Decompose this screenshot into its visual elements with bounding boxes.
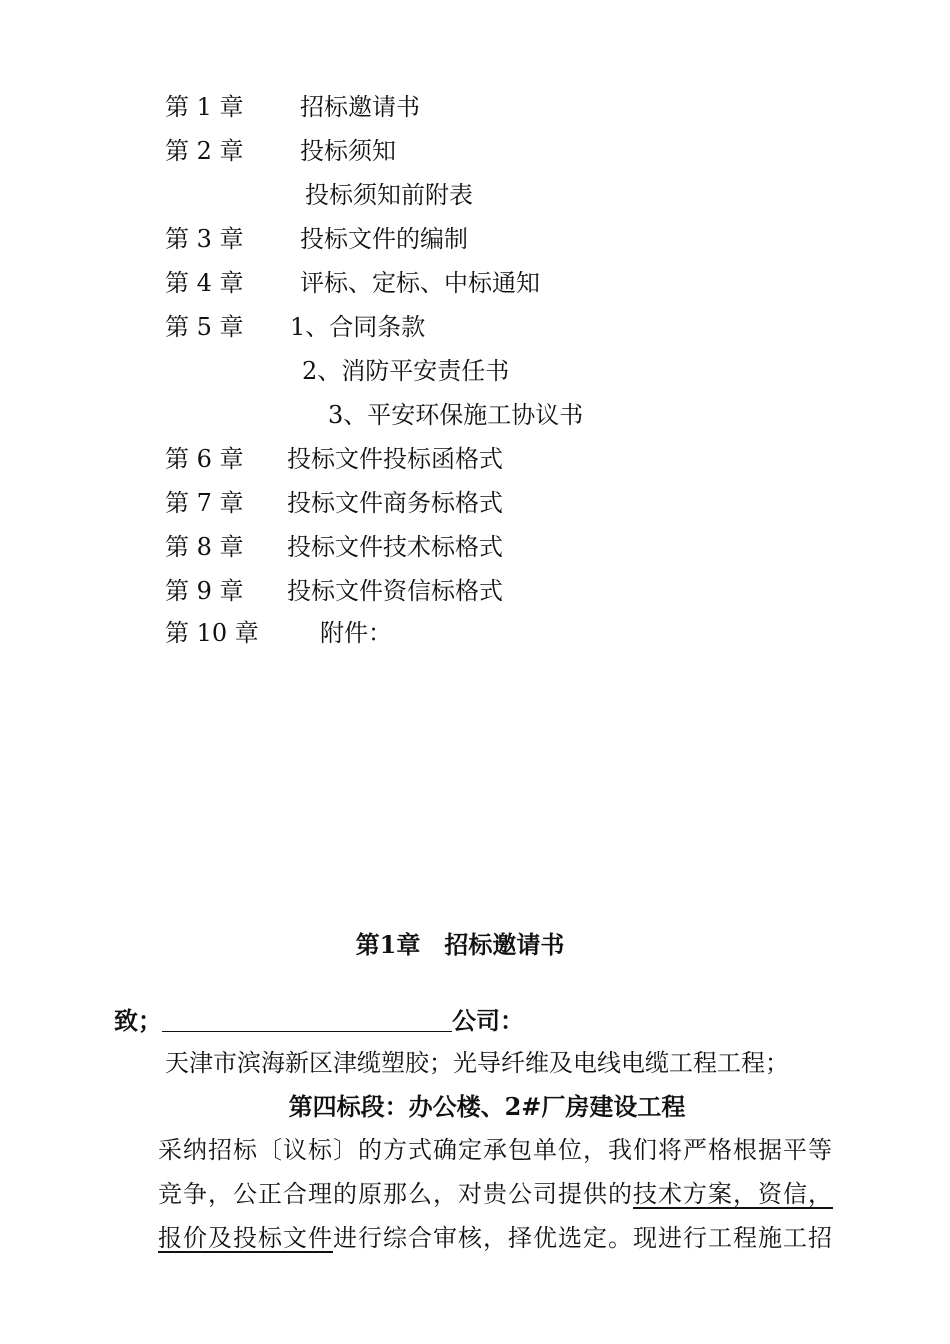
toc-chapter-number: 第 6 章 bbox=[165, 445, 244, 473]
toc-chapter-title: 投标文件投标函格式 bbox=[287, 445, 503, 473]
section-heading: 第1章 招标邀请书 bbox=[355, 930, 565, 959]
toc-chapter-number: 第 5 章 bbox=[165, 313, 244, 341]
toc-sub-title: 3、平安环保施工协议书 bbox=[328, 401, 584, 429]
project-line: 天津市滨海新区津缆塑胶；光导纤维及电线电缆工程工程； bbox=[165, 1049, 789, 1077]
addressee-line bbox=[114, 1006, 524, 1036]
body-paragraph bbox=[158, 1128, 860, 1260]
toc-chapter-title: 招标邀请书 bbox=[300, 93, 420, 121]
toc-chapter-title: 投标须知 bbox=[300, 137, 396, 165]
paragraph-text: 竞争，公正合理的原那么，对贵公司提供的 bbox=[158, 1180, 633, 1208]
toc-chapter-title: 评标、定标、中标通知 bbox=[300, 269, 540, 297]
toc-chapter-title: 投标文件资信标格式 bbox=[287, 577, 503, 605]
toc-chapter-title: 附件： bbox=[320, 619, 392, 647]
toc-chapter-number: 第 7 章 bbox=[165, 489, 244, 517]
toc-chapter-number: 第 2 章 bbox=[165, 137, 244, 165]
toc-sub-title: 2、消防平安责任书 bbox=[302, 357, 510, 385]
toc-chapter-number: 第 10 章 bbox=[165, 619, 259, 647]
subheading: 第四标段：办公楼、2#厂房建设工程 bbox=[288, 1092, 686, 1121]
toc-chapter-title: 投标文件技术标格式 bbox=[287, 533, 503, 561]
paragraph-line bbox=[158, 1216, 860, 1260]
toc-chapter-number: 第 1 章 bbox=[165, 93, 244, 121]
toc-chapter-title: 投标文件商务标格式 bbox=[287, 489, 503, 517]
toc-chapter-number: 第 4 章 bbox=[165, 269, 244, 297]
paragraph-line: 采纳招标〔议标〕的方式确定承包单位，我们将严格根据平等 bbox=[158, 1136, 833, 1164]
to-label: 致； bbox=[114, 1006, 162, 1035]
underlined-text: 报价及投标文件 bbox=[158, 1224, 333, 1252]
paragraph-line bbox=[158, 1172, 860, 1216]
toc-chapter-title: 1、合同条款 bbox=[290, 313, 426, 341]
toc-chapter-number: 第 3 章 bbox=[165, 225, 244, 253]
company-label: 公司： bbox=[452, 1006, 524, 1035]
underlined-text: 技术方案，资信， bbox=[633, 1180, 833, 1208]
toc-chapter-number: 第 8 章 bbox=[165, 533, 244, 561]
toc-sub-title: 投标须知前附表 bbox=[305, 181, 473, 209]
company-name-blank bbox=[162, 1007, 452, 1032]
toc-chapter-title: 投标文件的编制 bbox=[300, 225, 468, 253]
paragraph-text: 进行综合审核，择优选定。现进行工程施工招 bbox=[333, 1224, 833, 1252]
toc-chapter-number: 第 9 章 bbox=[165, 577, 244, 605]
